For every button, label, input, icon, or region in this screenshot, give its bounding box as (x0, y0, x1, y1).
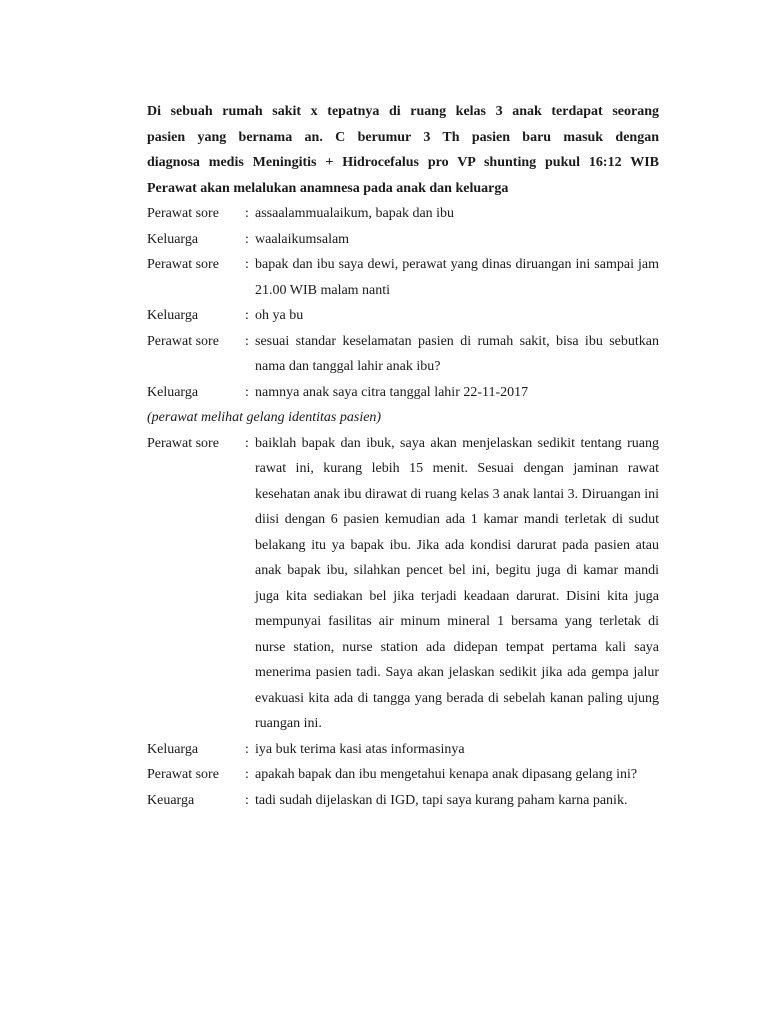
dialogue-text: oh ya bu (255, 308, 304, 323)
dialogue-text: namnya anak saya citra tanggal lahir 22-11-2017 (255, 384, 529, 400)
speaker-label: Perawat sore (147, 333, 219, 349)
speaker-label: Keluarga (147, 308, 199, 323)
speaker-label: Perawat sore (147, 257, 219, 272)
speaker-label: Perawat sore (147, 435, 219, 451)
dialogue-block-2 (147, 431, 659, 814)
speaker-label: Perawat sore (147, 206, 219, 221)
dialogue-text: waalaikumsalam (255, 231, 350, 247)
speaker-label: Keluarga (147, 384, 199, 400)
colon: : (245, 741, 249, 757)
dialogue-row (147, 329, 659, 380)
dialogue-row (147, 762, 659, 788)
colon: : (245, 206, 249, 221)
dialogue-row (147, 788, 659, 814)
colon: : (245, 308, 249, 323)
speaker-label: Perawat sore (147, 767, 219, 782)
colon: : (245, 792, 249, 808)
intro-line-4: Perawat akan melalukan anamnesa pada anak dan keluarga (147, 180, 509, 196)
dialogue-text: tadi sudah dijelaskan di IGD, tapi saya kurang paham karna panik. (255, 792, 628, 808)
speaker-label: Keluarga (147, 741, 199, 757)
colon: : (245, 767, 249, 782)
dialogue-row (147, 201, 659, 227)
document-page (147, 99, 659, 813)
dialogue-text: apakah bapak dan ibu mengetahui kenapa anak dipasang gelang ini? (255, 767, 638, 782)
dialogue-row (147, 737, 659, 763)
intro-line-3: diagnosa medis Meningitis + Hidrocefalus pro VP shunting pukul 16:12 WIB (147, 155, 659, 170)
colon: : (245, 333, 249, 349)
colon: : (245, 435, 249, 451)
dialogue-row (147, 431, 659, 737)
dialogue-text: baiklah bapak dan ibuk, saya akan menjelaskan sedikit tentang ruang rawat ini, kurang lebih 15 menit. Sesuai dengan jaminan rawat kesehatan anak ibu dirawat di ruang kelas 3 anak lantai 3. Diruangan ini diisi dengan 6 pasien kemudian ada 1 kamar mandi terletak di sudut belakang itu ya bapak ibu. Jika ada kondisi darurat pada pasien atau anak bapak ibu, silahkan pencet bel ini, begitu juga di kamar mandi juga kita sediakan bel jika terjadi keadaan darurat. Disini kita juga mempunyai fasilitas air minum mineral 1 bersama yang terletak di nurse station, nurse station ada didepan tempat pertama kali saya menerima pasien tadi. Saya akan jelaskan sedikit jika ada gempa jalur evakuasi kita ada di tangga yang berada di sebelah kanan paling ujung ruangan ini. (255, 435, 659, 731)
dialogue-block-1 (147, 201, 659, 405)
dialogue-text: assaalammualaikum, bapak dan ibu (255, 206, 455, 221)
colon: : (245, 384, 249, 400)
dialogue-row (147, 380, 659, 406)
speaker-label: Keuarga (147, 792, 195, 808)
dialogue-text: bapak dan ibu saya dewi, perawat yang dinas diruangan ini sampai jam 21.00 WIB malam nanti (255, 257, 659, 298)
speaker-label: Keluarga (147, 231, 199, 247)
dialogue-row (147, 252, 659, 303)
colon: : (245, 231, 249, 247)
dialogue-row (147, 227, 659, 253)
dialogue-text: iya buk terima kasi atas informasinya (255, 741, 465, 757)
stage-direction: (perawat melihat gelang identitas pasien) (147, 410, 382, 425)
dialogue-row (147, 303, 659, 329)
intro-line-1: Di sebuah rumah sakit x tepatnya di ruang kelas 3 anak terdapat seorang (147, 104, 659, 119)
intro-line-2: pasien yang bernama an. C berumur 3 Th pasien baru masuk dengan (147, 129, 659, 145)
dialogue-text: sesuai standar keselamatan pasien di rumah sakit, bisa ibu sebutkan nama dan tanggal lahir anak ibu? (255, 333, 659, 374)
colon: : (245, 257, 249, 272)
